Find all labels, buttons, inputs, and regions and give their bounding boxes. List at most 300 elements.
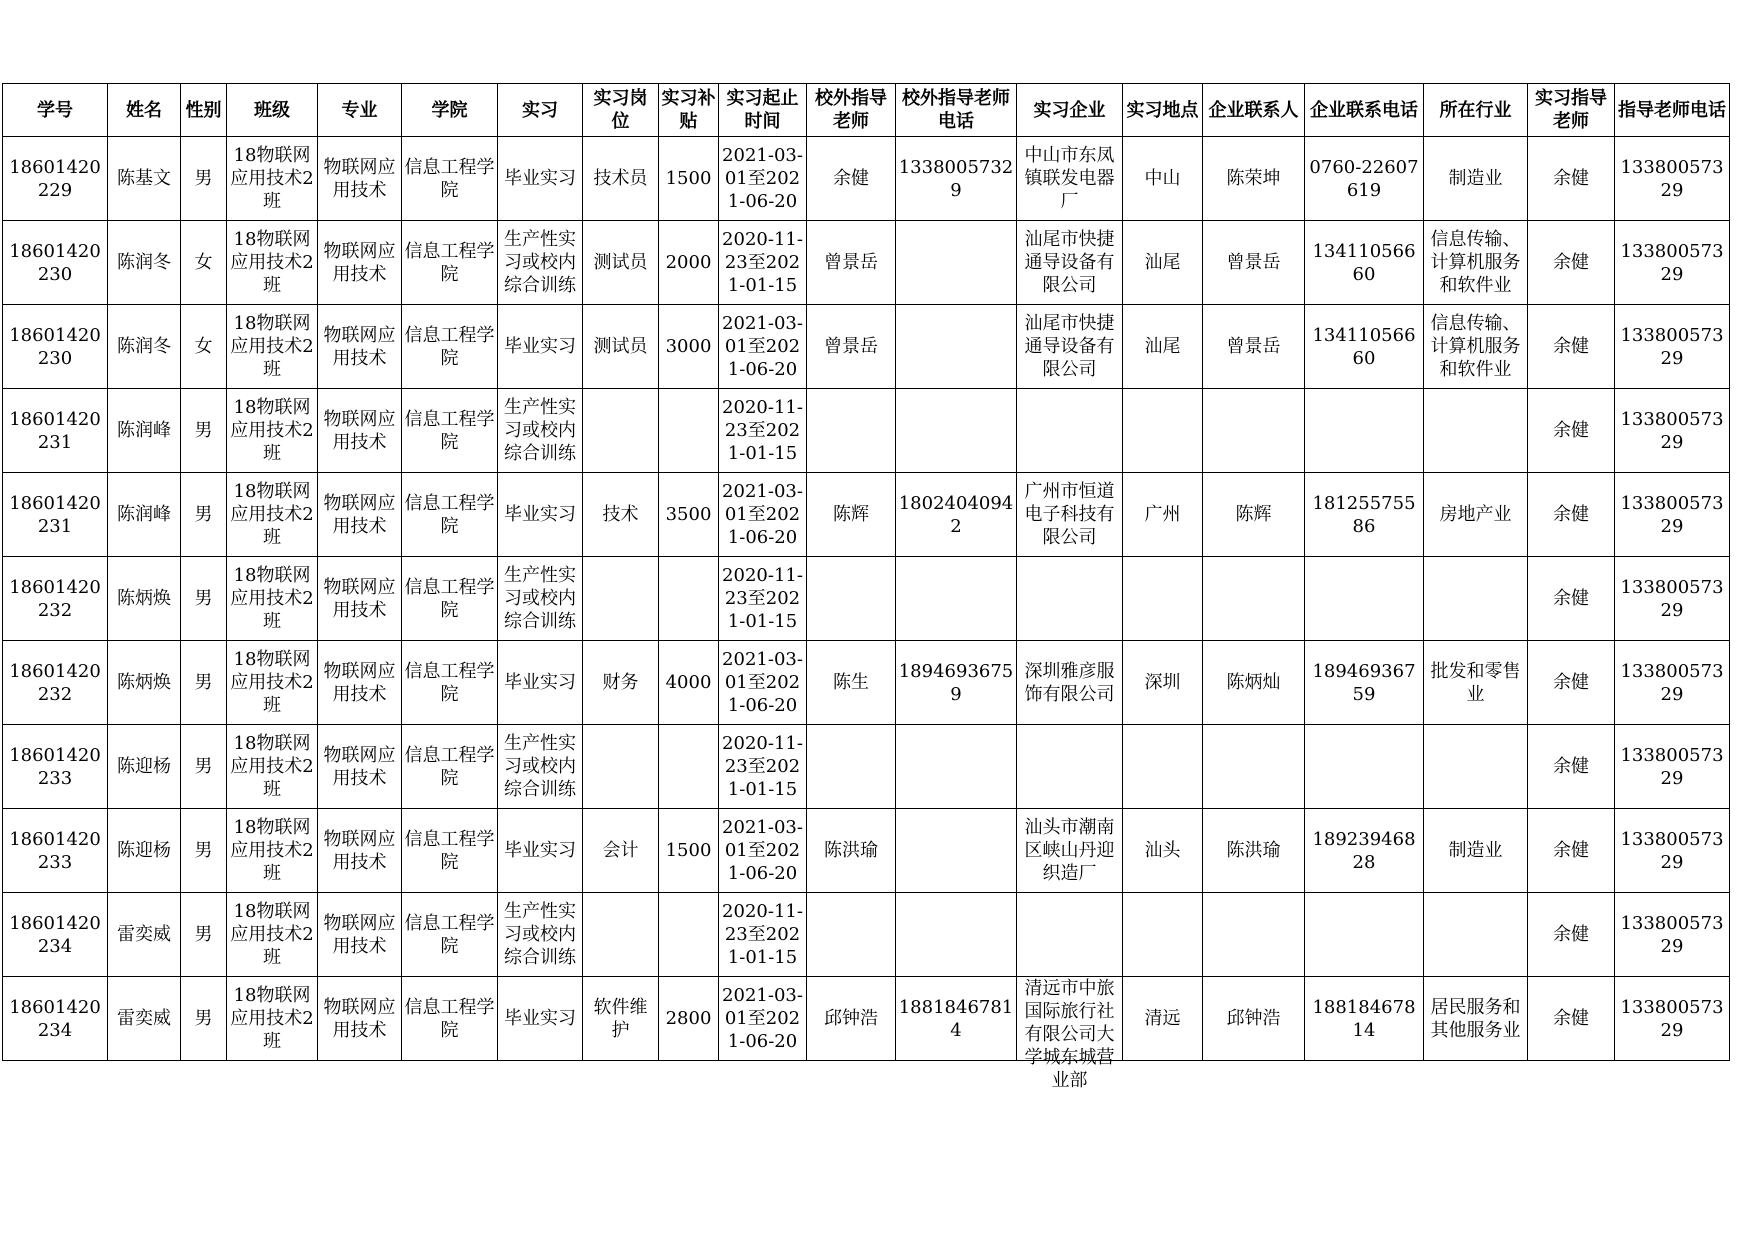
cell-text: 13380057329 [1620, 828, 1724, 873]
cell-text: 2000 [665, 252, 712, 273]
table-cell [402, 305, 498, 389]
table-cell [318, 725, 402, 809]
table-cell [1123, 893, 1203, 977]
table-cell [1017, 221, 1123, 305]
cell-text: 陈润冬 [117, 336, 171, 357]
table-cell [318, 137, 402, 221]
cell-text: 陈洪瑜 [824, 840, 878, 861]
cell-text: 物联网应用技术 [323, 408, 396, 453]
cell-text: 测试员 [593, 252, 648, 273]
table-cell [1424, 557, 1528, 641]
cell-text: 男 [194, 588, 213, 609]
cell-text: 3000 [665, 336, 712, 357]
table-cell [719, 473, 807, 557]
table-cell [1203, 305, 1305, 389]
table-cell [583, 977, 659, 1061]
cell-text: 陈润峰 [117, 504, 171, 525]
table-cell [1203, 977, 1305, 1061]
table-cell [181, 221, 227, 305]
cell-text: 物联网应用技术 [323, 660, 396, 705]
cell-text: 邱钟浩 [824, 1008, 878, 1029]
table-cell [227, 893, 318, 977]
cell-text: 18物联网应用技术2班 [230, 481, 314, 548]
cell-text: 18物联网应用技术2班 [230, 733, 314, 800]
table-cell [1528, 473, 1615, 557]
table-cell [896, 893, 1017, 977]
table-cell [1424, 809, 1528, 893]
table-cell [659, 473, 719, 557]
cell-text: 18601420232 [9, 660, 101, 705]
table-cell [719, 641, 807, 725]
cell-text: 居民服务和其他服务业 [1430, 996, 1521, 1041]
column-header: 企业联系电话 [1305, 84, 1424, 137]
cell-text: 深圳雅彦服饰有限公司 [1024, 660, 1115, 705]
cell-text: 18601420231 [9, 408, 101, 453]
table-cell [402, 389, 498, 473]
table-cell [1203, 137, 1305, 221]
table-cell [896, 221, 1017, 305]
table-cell [318, 221, 402, 305]
cell-text: 汕尾 [1144, 252, 1181, 273]
cell-text: 毕业实习 [504, 168, 576, 189]
table-cell [1424, 389, 1528, 473]
cell-text: 中山市东凤镇联发电器厂 [1024, 145, 1115, 212]
table-cell [498, 977, 583, 1061]
table-cell [1528, 557, 1615, 641]
cell-text: 信息工程学院 [404, 828, 495, 873]
table-cell [719, 977, 807, 1061]
cell-text: 广州市恒道电子科技有限公司 [1024, 481, 1115, 548]
table-cell [1203, 809, 1305, 893]
cell-text: 男 [194, 672, 213, 693]
table-cell [108, 221, 181, 305]
cell-text: 男 [194, 924, 213, 945]
cell-text: 物联网应用技术 [323, 156, 396, 201]
table-cell [108, 725, 181, 809]
cell-text: 余健 [1553, 588, 1589, 609]
table-cell [1123, 473, 1203, 557]
table-cell [807, 305, 896, 389]
cell-text: 毕业实习 [504, 672, 576, 693]
table-cell [227, 137, 318, 221]
table-cell [318, 977, 402, 1061]
table-cell [1615, 893, 1730, 977]
cell-text: 广州 [1144, 504, 1181, 525]
table-cell [896, 305, 1017, 389]
cell-text: 18601420230 [9, 240, 101, 285]
cell-text: 信息工程学院 [404, 408, 495, 453]
cell-text: 2020-11-23至2021-01-15 [722, 397, 803, 464]
table-cell [181, 893, 227, 977]
cell-text: 13380057329 [1620, 156, 1724, 201]
cell-text: 雷奕威 [117, 924, 171, 945]
cell-text: 1500 [665, 168, 712, 189]
table-cell [896, 809, 1017, 893]
table-cell [3, 893, 108, 977]
cell-text: 物联网应用技术 [323, 912, 396, 957]
cell-text: 陈炳灿 [1226, 672, 1281, 693]
table-cell [1615, 557, 1730, 641]
table-cell [108, 389, 181, 473]
table-cell [227, 977, 318, 1061]
cell-text: 陈润峰 [117, 420, 171, 441]
cell-text: 18物联网应用技术2班 [230, 145, 314, 212]
cell-text: 3500 [665, 504, 712, 525]
cell-text: 18125575586 [1312, 492, 1416, 537]
cell-text: 13380057329 [1620, 324, 1724, 369]
column-header: 实习起止时间 [719, 84, 807, 137]
table-cell [1305, 809, 1424, 893]
table-cell [583, 221, 659, 305]
table-cell [1528, 641, 1615, 725]
cell-text: 18601420229 [9, 156, 101, 201]
cell-text: 余健 [1553, 924, 1589, 945]
table-cell [1305, 725, 1424, 809]
table-cell [1017, 977, 1123, 1091]
cell-text: 信息工程学院 [404, 912, 495, 957]
cell-text: 18601420232 [9, 576, 101, 621]
cell-text: 1500 [665, 840, 712, 861]
table-cell [1203, 389, 1305, 473]
cell-text: 男 [194, 420, 213, 441]
table-cell [402, 641, 498, 725]
cell-text: 陈生 [833, 672, 869, 693]
table-cell [108, 137, 181, 221]
table-cell [659, 977, 719, 1061]
table-cell [318, 893, 402, 977]
table-cell [108, 809, 181, 893]
table-cell [181, 557, 227, 641]
cell-text: 清远 [1144, 1008, 1181, 1029]
cell-text: 信息工程学院 [404, 996, 495, 1041]
cell-text: 信息工程学院 [404, 240, 495, 285]
cell-text: 13380057329 [1620, 660, 1724, 705]
cell-text: 曾景岳 [824, 336, 878, 357]
cell-text: 汕头市潮南区峡山丹迎织造厂 [1024, 817, 1115, 884]
table-cell [659, 389, 719, 473]
table-cell [659, 809, 719, 893]
cell-text: 女 [194, 336, 213, 357]
table-cell [498, 725, 583, 809]
cell-text: 陈润冬 [117, 252, 171, 273]
cell-text: 男 [194, 840, 213, 861]
table-cell [719, 389, 807, 473]
cell-text: 信息工程学院 [404, 744, 495, 789]
table-cell [719, 893, 807, 977]
cell-text: 余健 [1553, 504, 1589, 525]
table-cell [318, 305, 402, 389]
table-row [3, 977, 1730, 1061]
table-cell [3, 641, 108, 725]
table-cell [659, 893, 719, 977]
cell-text: 2021-03-01至2021-06-20 [722, 985, 803, 1052]
cell-text: 13380057329 [1620, 744, 1724, 789]
table-cell [181, 641, 227, 725]
cell-text: 18946936759 [1312, 660, 1416, 705]
table-cell [807, 977, 896, 1061]
cell-text: 批发和零售业 [1430, 660, 1521, 705]
cell-text: 2800 [665, 1008, 712, 1029]
table-cell [1615, 473, 1730, 557]
cell-text: 余健 [1553, 672, 1589, 693]
table-cell [227, 809, 318, 893]
table-cell [3, 221, 108, 305]
table-cell [1615, 389, 1730, 473]
cell-text: 物联网应用技术 [323, 828, 396, 873]
cell-text: 18物联网应用技术2班 [230, 901, 314, 968]
cell-text: 男 [194, 504, 213, 525]
column-header: 实习补贴 [659, 84, 719, 137]
table-cell [498, 389, 583, 473]
column-header: 性别 [181, 84, 227, 137]
cell-text: 技术 [602, 504, 639, 525]
table-cell [1123, 557, 1203, 641]
cell-text: 2020-11-23至2021-01-15 [722, 565, 803, 632]
cell-text: 陈荣坤 [1226, 168, 1281, 189]
table-cell [1528, 977, 1615, 1061]
table-cell [3, 725, 108, 809]
cell-text: 18601420233 [9, 744, 101, 789]
table-cell [1615, 725, 1730, 809]
table-cell [896, 137, 1017, 221]
cell-text: 18物联网应用技术2班 [230, 649, 314, 716]
table-cell [498, 221, 583, 305]
cell-text: 余健 [1553, 1008, 1589, 1029]
cell-text: 18923946828 [1312, 828, 1416, 873]
table-cell [1123, 977, 1203, 1061]
table-row [3, 893, 1730, 977]
table-cell [1424, 221, 1528, 305]
table-cell [3, 473, 108, 557]
cell-text: 2021-03-01至2021-06-20 [722, 481, 803, 548]
column-header: 指导老师电话 [1615, 84, 1730, 137]
column-header: 专业 [318, 84, 402, 137]
cell-text: 汕尾市快捷通导设备有限公司 [1024, 229, 1115, 296]
table-row [3, 557, 1730, 641]
table-cell [181, 389, 227, 473]
table-cell [402, 809, 498, 893]
table-cell [896, 641, 1017, 725]
table-row [3, 137, 1730, 221]
table-cell [719, 137, 807, 221]
column-header: 学院 [402, 84, 498, 137]
table-cell [659, 641, 719, 725]
table-cell [1615, 221, 1730, 305]
cell-text: 2021-03-01至2021-06-20 [722, 649, 803, 716]
cell-text: 余健 [1553, 168, 1589, 189]
table-cell [1203, 641, 1305, 725]
table-cell [807, 893, 896, 977]
cell-text: 2020-11-23至2021-01-15 [722, 229, 803, 296]
table-cell [1305, 473, 1424, 557]
cell-text: 生产性实习或校内综合训练 [504, 733, 576, 800]
table-cell [1123, 641, 1203, 725]
table-cell [719, 221, 807, 305]
table-cell [3, 809, 108, 893]
table-row [3, 641, 1730, 725]
table-cell [583, 641, 659, 725]
table-cell [108, 473, 181, 557]
table-cell [1123, 305, 1203, 389]
cell-text: 制造业 [1448, 840, 1503, 861]
table-cell [659, 137, 719, 221]
cell-text: 毕业实习 [504, 840, 576, 861]
cell-text: 生产性实习或校内综合训练 [504, 565, 576, 632]
table-cell [181, 809, 227, 893]
cell-text: 物联网应用技术 [323, 492, 396, 537]
cell-text: 18物联网应用技术2班 [230, 985, 314, 1052]
table-cell [3, 557, 108, 641]
cell-text: 信息工程学院 [404, 576, 495, 621]
table-cell [583, 473, 659, 557]
table-cell [1528, 893, 1615, 977]
cell-text: 陈迎杨 [117, 756, 171, 777]
cell-text: 陈辉 [833, 504, 869, 525]
table-cell [583, 557, 659, 641]
table-cell [1017, 389, 1123, 473]
table-cell [181, 473, 227, 557]
table-cell [1305, 557, 1424, 641]
table-cell [1424, 725, 1528, 809]
cell-text: 曾景岳 [1226, 336, 1281, 357]
table-cell [583, 725, 659, 809]
table-cell [227, 473, 318, 557]
cell-text: 雷奕威 [117, 1008, 171, 1029]
table-cell [108, 557, 181, 641]
cell-text: 13380057329 [1620, 912, 1724, 957]
table-cell [108, 893, 181, 977]
table-cell [1017, 725, 1123, 809]
cell-text: 18024040942 [898, 492, 1014, 537]
column-header: 班级 [227, 84, 318, 137]
cell-text: 18601420231 [9, 492, 101, 537]
table-row [3, 389, 1730, 473]
table-cell [1615, 977, 1730, 1061]
header-row [3, 84, 1730, 137]
cell-text: 陈洪瑜 [1226, 840, 1281, 861]
table-cell [1203, 221, 1305, 305]
table-cell [807, 221, 896, 305]
table-cell [402, 137, 498, 221]
table-cell [1123, 137, 1203, 221]
internship-table [2, 83, 1730, 1091]
cell-text: 余健 [1553, 336, 1589, 357]
cell-text: 陈炳焕 [117, 672, 171, 693]
cell-text: 余健 [1553, 756, 1589, 777]
table-cell [583, 893, 659, 977]
cell-text: 清远市中旅国际旅行社有限公司大学城东城营业部 [1024, 978, 1115, 1091]
cell-text: 余健 [833, 168, 869, 189]
cell-text: 邱钟浩 [1226, 1008, 1281, 1029]
table-cell [1424, 137, 1528, 221]
cell-text: 生产性实习或校内综合训练 [504, 901, 576, 968]
cell-text: 汕尾 [1144, 336, 1181, 357]
table-cell [1528, 221, 1615, 305]
table-cell [1528, 305, 1615, 389]
table-cell [1123, 809, 1203, 893]
cell-text: 测试员 [593, 336, 648, 357]
cell-text: 18物联网应用技术2班 [230, 817, 314, 884]
table-cell [227, 725, 318, 809]
table-cell [1017, 809, 1123, 893]
table-cell [108, 641, 181, 725]
cell-text: 软件维护 [593, 996, 648, 1041]
table-cell [719, 305, 807, 389]
table-cell [318, 641, 402, 725]
table-cell [498, 809, 583, 893]
cell-text: 生产性实习或校内综合训练 [504, 397, 576, 464]
table-cell [1615, 809, 1730, 893]
table-cell [896, 725, 1017, 809]
table-cell [1424, 473, 1528, 557]
table-cell [227, 557, 318, 641]
table-cell [719, 809, 807, 893]
table-cell [1123, 221, 1203, 305]
cell-text: 物联网应用技术 [323, 576, 396, 621]
cell-text: 18601420234 [9, 912, 101, 957]
cell-text: 中山 [1144, 168, 1181, 189]
cell-text: 18物联网应用技术2班 [230, 397, 314, 464]
table-cell [1615, 305, 1730, 389]
table-cell [181, 977, 227, 1061]
cell-text: 18601420233 [9, 828, 101, 873]
table-cell [227, 305, 318, 389]
cell-text: 18818467814 [898, 996, 1014, 1041]
table-cell [1305, 893, 1424, 977]
table-cell [896, 389, 1017, 473]
cell-text: 2020-11-23至2021-01-15 [722, 901, 803, 968]
cell-text: 信息传输、计算机服务和软件业 [1430, 229, 1521, 296]
cell-text: 曾景岳 [1226, 252, 1281, 273]
table-cell [227, 389, 318, 473]
cell-text: 13380057329 [1620, 576, 1724, 621]
column-header: 实习指导老师 [1528, 84, 1615, 137]
cell-text: 2021-03-01至2021-06-20 [722, 145, 803, 212]
cell-text: 汕尾市快捷通导设备有限公司 [1024, 313, 1115, 380]
cell-text: 房地产业 [1439, 504, 1512, 525]
cell-text: 13411056660 [1312, 324, 1416, 369]
cell-text: 财务 [602, 672, 639, 693]
table-cell [1305, 221, 1424, 305]
cell-text: 余健 [1553, 420, 1589, 441]
table-cell [3, 137, 108, 221]
table-cell [181, 725, 227, 809]
cell-text: 18物联网应用技术2班 [230, 313, 314, 380]
cell-text: 物联网应用技术 [323, 744, 396, 789]
cell-text: 物联网应用技术 [323, 240, 396, 285]
table-body [3, 137, 1730, 1091]
cell-text: 18818467814 [1312, 996, 1416, 1041]
cell-text: 生产性实习或校内综合训练 [504, 229, 576, 296]
cell-text: 信息传输、计算机服务和软件业 [1430, 313, 1521, 380]
table-cell [1528, 137, 1615, 221]
cell-text: 13380057329 [1620, 408, 1724, 453]
cell-text: 物联网应用技术 [323, 996, 396, 1041]
table-cell [896, 977, 1017, 1061]
table-cell [402, 221, 498, 305]
table-cell [583, 389, 659, 473]
table-cell [1305, 389, 1424, 473]
cell-text: 毕业实习 [504, 504, 576, 525]
table-cell [318, 473, 402, 557]
cell-text: 13411056660 [1312, 240, 1416, 285]
table-cell [498, 305, 583, 389]
cell-text: 会计 [602, 840, 639, 861]
table-cell [1305, 137, 1424, 221]
table-cell [807, 389, 896, 473]
cell-text: 2020-11-23至2021-01-15 [722, 733, 803, 800]
cell-text: 曾景岳 [824, 252, 878, 273]
